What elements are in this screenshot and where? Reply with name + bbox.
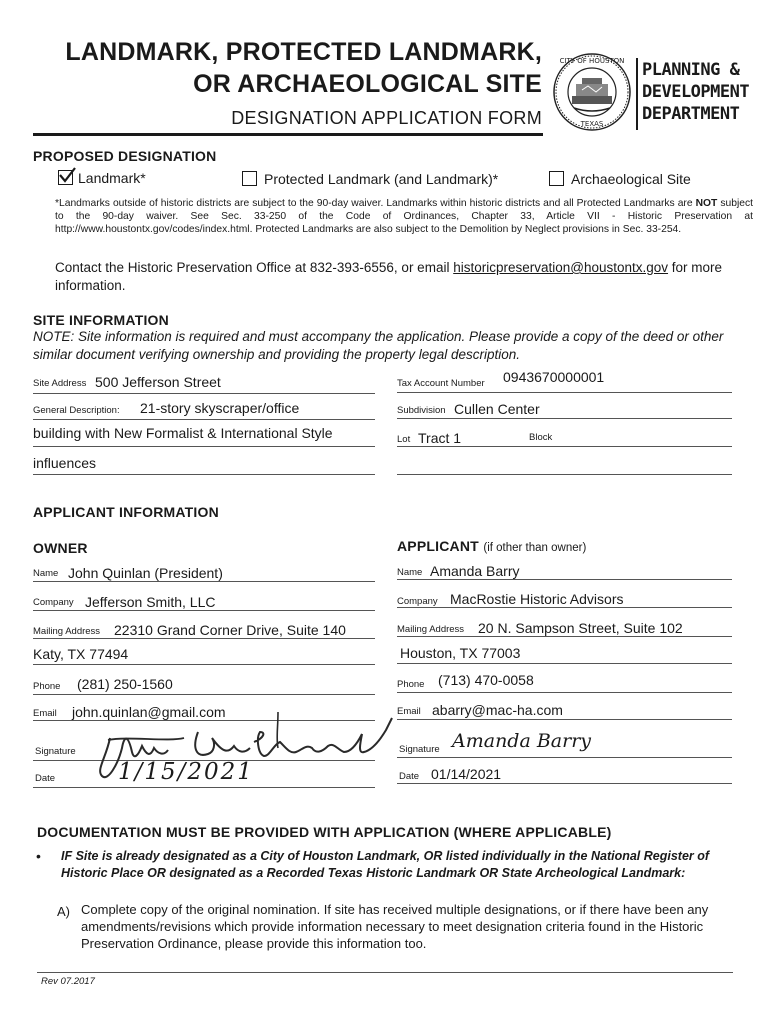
applicant-name-label: Name [397,567,423,578]
applicant-company-value: MacRostie Historic Advisors [450,591,624,607]
tax-account-label: Tax Account Number [397,378,485,389]
applicant-heading: APPLICANT (if other than owner) [397,538,587,554]
site-address-value: 500 Jefferson Street [95,374,221,390]
owner-signature-label: Signature [35,746,76,757]
proposed-designation-heading: PROPOSED DESIGNATION [33,148,217,164]
item-a-text: Complete copy of the original nomination. If site has received multiple designations, or if there have been any amendments/revisions which provide information necessary to meet designation criteria found in the Historic Preservation Ordinance, please provide this information too. [81,902,709,951]
applicant-address2-line [397,663,732,664]
applicant-company-line [397,607,732,608]
documentation-heading: DOCUMENTATION MUST BE PROVIDED WITH APPLICATION (WHERE APPLICABLE) [37,824,612,840]
contact-info: Contact the Historic Preservation Office at 832-393-6556, or email historicpreservation@houstontx.gov for more information. [55,260,723,293]
general-description-line1: 21-story skyscraper/office [140,400,300,416]
applicant-email-label: Email [397,706,421,717]
applicant-company-label: Company [397,596,438,607]
department-name: PLANNING & DEVELOPMENT DEPARTMENT [642,60,750,124]
archaeological-site-checkbox[interactable] [549,171,564,186]
owner-address2-line [33,664,375,665]
owner-company-line [33,610,375,611]
applicant-address-label: Mailing Address [397,624,465,635]
general-description-label: General Description: [33,405,120,416]
item-a-marker: A) [57,904,70,919]
owner-address2-value: Katy, TX 77494 [33,646,129,662]
applicant-signature-line [397,757,732,758]
applicant-email-value: abarry@mac-ha.com [432,702,563,718]
applicant-phone-label: Phone [397,679,425,690]
applicant-address2-value: Houston, TX 77003 [400,645,521,661]
owner-heading: OWNER [33,540,88,556]
landmark-footnote: *Landmarks outside of historic districts are subject to the 90-day waiver. Landmarks within historic districts and all Protected Landmarks are NOT subject to the 90-day waiver. See Sec. 33-250 of the Code of Ordinances, Chapter 33, Article VII - Historic Preservation at http://www.houstontx.gov/codes/index.html. Protected Landmarks are also subject to the Demolition by Neglect provisions in Sec. 33-254. [55,198,753,235]
owner-phone-value: (281) 250-1560 [77,676,173,692]
site-note: NOTE: Site information is required and must accompany the application. Please provide a copy of the deed or other similar document verifying ownership and providing the property legal description. [33,329,724,362]
owner-name-value: John Quinlan (President) [68,565,223,581]
subdivision-line [397,418,732,419]
block-label: Block [529,432,553,443]
protected-landmark-checkbox[interactable] [242,171,257,186]
applicant-name-line [397,579,732,580]
owner-date-label: Date [35,773,56,784]
general-description-line2: building with New Formalist & International Style [33,425,333,441]
tax-account-value: 0943670000001 [503,369,605,385]
applicant-date-line [397,783,732,784]
general-description-line3: influences [33,455,97,471]
blank-line [397,474,732,475]
header-divider [33,133,543,136]
owner-email-value: john.quinlan@gmail.com [72,704,226,720]
bullet-icon: • [36,848,41,864]
owner-company-value: Jefferson Smith, LLC [85,594,216,610]
general-description-line-3 [33,474,375,475]
site-address-line [33,393,375,394]
seal-divider [636,58,638,130]
owner-name-label: Name [33,568,59,579]
owner-address-label: Mailing Address [33,626,101,637]
lot-value: Tract 1 [418,430,462,446]
owner-phone-label: Phone [33,681,61,692]
general-description-line [33,419,375,420]
seal-top-text: CITY OF HOUSTON [559,57,625,65]
owner-date-value: 1/15/2021 [118,759,254,785]
site-address-label: Site Address [33,378,87,389]
landmark-checkbox[interactable] [58,170,73,185]
landmark-label: Landmark* [78,170,146,186]
applicant-address-line [397,636,732,637]
owner-date-line [33,787,375,788]
city-seal-logo [552,52,632,132]
tax-account-line [397,392,732,393]
subdivision-value: Cullen Center [454,401,540,417]
applicant-name-value: Amanda Barry [430,563,520,579]
lot-line [397,446,732,447]
applicant-information-heading: APPLICANT INFORMATION [33,504,219,520]
owner-company-label: Company [33,597,74,608]
applicant-date-value: 01/14/2021 [431,766,502,782]
general-description-line-2 [33,446,375,447]
applicant-phone-value: (713) 470-0058 [438,672,534,688]
seal-bottom-text: TEXAS [580,120,604,128]
owner-address-line [33,638,375,639]
checkmark-icon [58,167,76,183]
form-title-line1: LANDMARK, PROTECTED LANDMARK, [65,38,542,66]
subdivision-label: Subdivision [397,405,446,416]
site-information-heading: SITE INFORMATION [33,312,169,328]
protected-landmark-label: Protected Landmark (and Landmark)* [264,171,499,187]
applicant-email-line [397,719,732,720]
applicant-date-label: Date [399,771,420,782]
applicant-signature-label: Signature [399,744,440,755]
applicant-phone-line [397,692,732,693]
applicant-address1-value: 20 N. Sampson Street, Suite 102 [478,620,683,636]
documentation-bullet: IF Site is already designated as a City of Houston Landmark, OR listed individually in the National Register of Historic Place OR designated as a Recorded Texas Historic Landmark OR State Archeological Landmark: [61,849,710,880]
contact-email-link[interactable]: historicpreservation@houstontx.gov [453,260,669,275]
revision-label: Rev 07.2017 [41,976,95,987]
form-subtitle: DESIGNATION APPLICATION FORM [231,108,542,128]
owner-phone-line [33,694,375,695]
lot-label: Lot [397,434,411,445]
form-title-line2: OR ARCHAEOLOGICAL SITE [193,70,542,98]
owner-name-line [33,581,375,582]
footer-divider [37,972,733,973]
owner-email-label: Email [33,708,57,719]
applicant-signature-value: Amanda Barry [452,730,592,752]
owner-address1-value: 22310 Grand Corner Drive, Suite 140 [114,622,346,638]
archaeological-site-label: Archaeological Site [571,171,691,187]
